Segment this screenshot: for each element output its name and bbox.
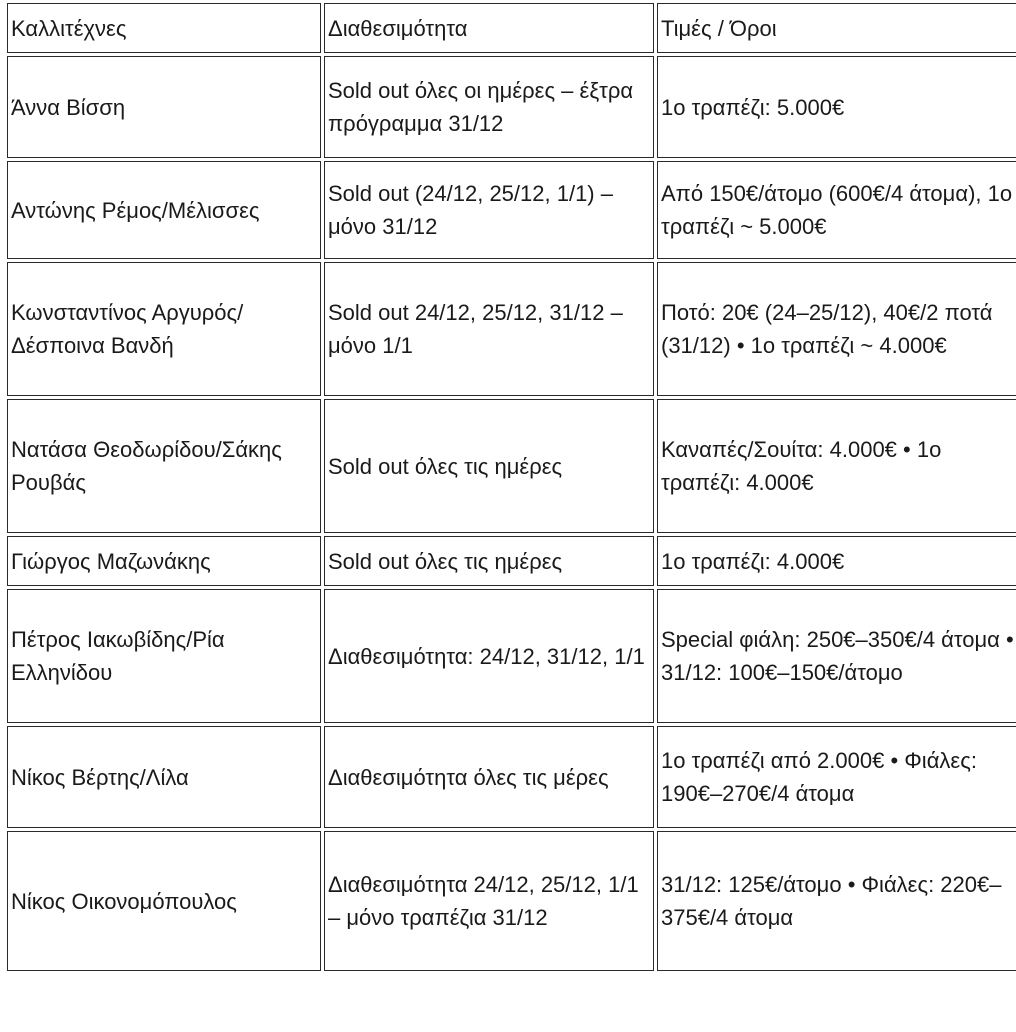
- table-row: [7, 262, 1016, 396]
- availability-cell: Sold out 24/12, 25/12, 31/12 – μόνο 1/1: [324, 262, 654, 396]
- artist-cell: Αντώνης Ρέμος/Μέλισσες: [7, 161, 321, 259]
- artist-cell: Νίκος Βέρτης/Λίλα: [7, 726, 321, 828]
- table-row: [7, 56, 1016, 158]
- table-row: [7, 726, 1016, 828]
- availability-cell: Διαθεσιμότητα όλες τις μέρες: [324, 726, 654, 828]
- table-row: [7, 536, 1016, 586]
- availability-cell: Sold out όλες οι ημέρες – έξτρα πρόγραμμα 31/12: [324, 56, 654, 158]
- header-prices: Τιμές / Όροι: [657, 3, 1016, 53]
- artist-cell: Πέτρος Ιακωβίδης/Ρία Ελληνίδου: [7, 589, 321, 723]
- table-row: [7, 831, 1016, 971]
- header-row: [7, 3, 1016, 53]
- pricing-table: [4, 0, 1016, 974]
- artist-cell: Νίκος Οικονομόπουλος: [7, 831, 321, 971]
- artist-cell: Άννα Βίσση: [7, 56, 321, 158]
- availability-cell: Διαθεσιμότητα: 24/12, 31/12, 1/1: [324, 589, 654, 723]
- prices-cell: Από 150€/άτομο (600€/4 άτομα), 1ο τραπέζι ~ 5.000€: [657, 161, 1016, 259]
- table-row: [7, 399, 1016, 533]
- artist-cell: Γιώργος Μαζωνάκης: [7, 536, 321, 586]
- prices-cell: 1ο τραπέζι από 2.000€ • Φιάλες: 190€–270€/4 άτομα: [657, 726, 1016, 828]
- artist-cell: Νατάσα Θεοδωρίδου/Σάκης Ρουβάς: [7, 399, 321, 533]
- availability-cell: Sold out όλες τις ημέρες: [324, 536, 654, 586]
- header-availability: Διαθεσιμότητα: [324, 3, 654, 53]
- table-row: [7, 161, 1016, 259]
- prices-cell: 1ο τραπέζι: 4.000€: [657, 536, 1016, 586]
- prices-cell: Καναπές/Σουίτα: 4.000€ • 1ο τραπέζι: 4.000€: [657, 399, 1016, 533]
- prices-cell: 1ο τραπέζι: 5.000€: [657, 56, 1016, 158]
- header-artists: Καλλιτέχνες: [7, 3, 321, 53]
- availability-cell: Sold out (24/12, 25/12, 1/1) – μόνο 31/12: [324, 161, 654, 259]
- table-row: [7, 589, 1016, 723]
- prices-cell: 31/12: 125€/άτομο • Φιάλες: 220€–375€/4 άτομα: [657, 831, 1016, 971]
- prices-cell: Special φιάλη: 250€–350€/4 άτομα • 31/12: 100€–150€/άτομο: [657, 589, 1016, 723]
- prices-cell: Ποτό: 20€ (24–25/12), 40€/2 ποτά (31/12) • 1ο τραπέζι ~ 4.000€: [657, 262, 1016, 396]
- availability-cell: Sold out όλες τις ημέρες: [324, 399, 654, 533]
- availability-cell: Διαθεσιμότητα 24/12, 25/12, 1/1 – μόνο τραπέζια 31/12: [324, 831, 654, 971]
- artist-cell: Κωνσταντίνος Αργυρός/Δέσποινα Βανδή: [7, 262, 321, 396]
